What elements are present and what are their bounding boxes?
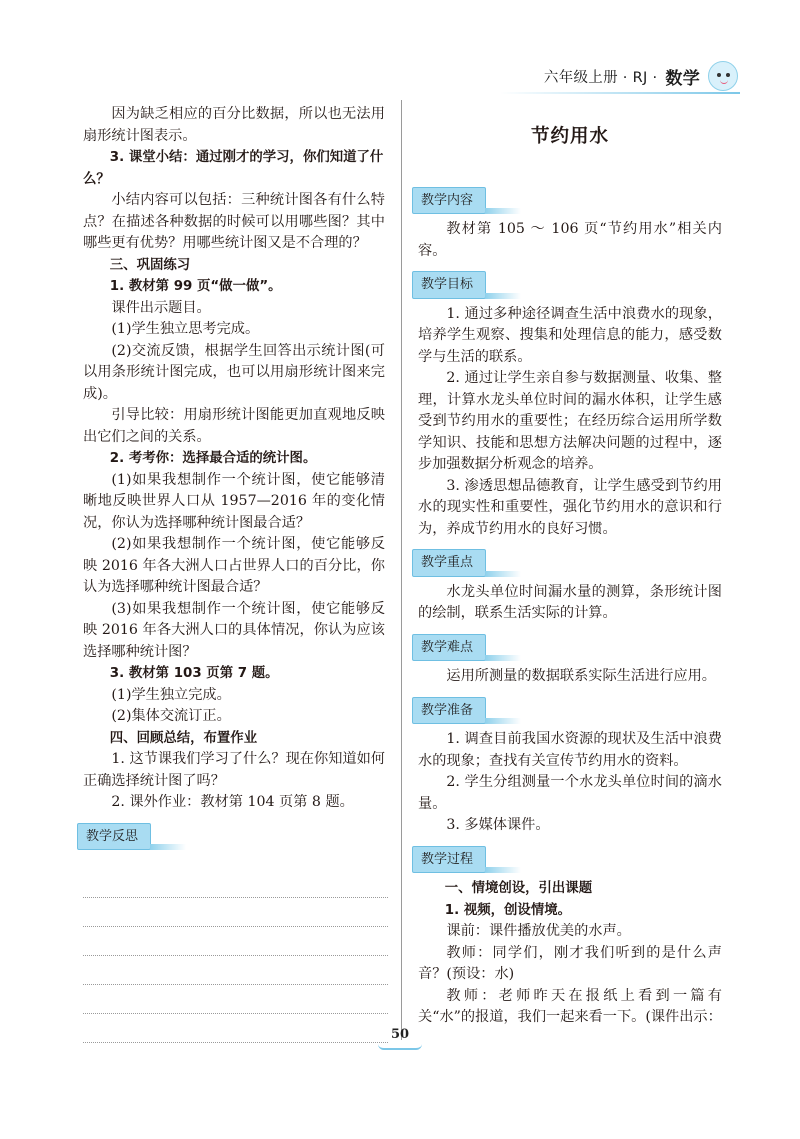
paragraph: 教师：同学们，刚才我们听到的是什么声音？(预设：水) <box>418 944 722 982</box>
paragraph: 3. 多媒体课件。 <box>446 817 550 833</box>
paragraph: (1)学生独立思考完成。 <box>111 321 260 337</box>
tag-difficulties: 教学难点 <box>412 634 486 662</box>
page-number-swoosh <box>378 1044 422 1050</box>
paragraph: 水龙头单位时间漏水量的测算，条形统计图的绘制，联系生活实际的计算。 <box>418 583 722 621</box>
paragraph: 2. 学生分组测量一个水龙头单位时间的滴水量。 <box>418 774 722 812</box>
running-header <box>544 60 738 92</box>
header-grade: 六年级上册 · RJ · <box>543 69 658 86</box>
paragraph: (3)如果我想制作一个统计图，使它能够反映 2016 年各大洲人口的具体情况，你认为应该选择哪种统计图？ <box>83 600 385 660</box>
paragraph: 因为缺乏相应的百分比数据，所以也无法用扇形统计图表示。 <box>83 106 385 144</box>
paragraph: 引导比较：用扇形统计图能更加直观地反映出它们之间的关系。 <box>83 407 385 445</box>
header-rule <box>500 92 740 94</box>
paragraph: (1)如果我想制作一个统计图，使它能够清晰地反映世界人口从 1957—2016 年的变化情况，你认为选择哪种统计图最合适？ <box>83 471 385 531</box>
paragraph: 教材第 105 ～ 106 页“节约用水”相关内容。 <box>418 221 722 259</box>
tag-preparation: 教学准备 <box>412 697 486 725</box>
paragraph: 1. 通过多种途径调查生活中浪费水的现象，培养学生观察、搜集和处理信息的能力，感受数学与生活的联系。 <box>418 305 722 365</box>
tag-process: 教学过程 <box>412 846 486 874</box>
paragraph: 1. 这节课我们学习了什么？现在你知道如何正确选择统计图了吗？ <box>83 751 385 789</box>
tag-reflection: 教学反思 <box>77 823 151 851</box>
step-heading: 1. 视频，创设情境。 <box>444 902 571 918</box>
right-column <box>418 104 722 1029</box>
paragraph: 课件出示题目。 <box>111 299 211 316</box>
exercise-heading: 3. 教材第 103 页第 7 题。 <box>109 666 279 681</box>
page-number: 50 <box>390 1027 410 1042</box>
exercise-heading: 2. 考考你：选择最合适的统计图。 <box>109 451 317 466</box>
column-divider <box>401 100 402 1040</box>
paragraph: 小结内容可以包括：三种统计图各有什么特点？在描述各种数据的时候可以用哪些图？其中哪些更有优势？用哪些统计图又是不合理的？ <box>83 192 385 251</box>
dotted-line <box>83 869 388 898</box>
tag-content: 教学内容 <box>412 187 486 215</box>
left-column <box>83 104 385 1043</box>
exercise-heading: 1. 教材第 99 页“做一做”。 <box>109 279 282 294</box>
tag-key-points: 教学重点 <box>412 549 486 577</box>
section-subheading: 3. 课堂小结：通过刚才的学习，你们知道了什么？ <box>83 150 384 187</box>
paragraph: 1. 调查目前我国水资源的现状及生活中浪费水的现象；查找有关宣传节约用水的资料。 <box>418 731 722 769</box>
section-heading: 一、情境创设，引出课题 <box>444 881 593 896</box>
paragraph: 2. 通过让学生亲自参与数据测量、收集、整理，计算水龙头单位时间的漏水体积，让学生感受到节约用水的重要性；在经历综合运用所学数学知识、技能和思想方法解决问题的过程中，逐步加强数据分析观念的培养。 <box>418 370 722 472</box>
header-subject: 数学 <box>665 68 700 89</box>
paragraph: (2)如果我想制作一个统计图，使它能够反映 2016 年各大洲人口占世界人口的百分比，你认为选择哪种统计图最合适？ <box>83 536 385 595</box>
section-heading: 四、回顾总结，布置作业 <box>109 730 258 746</box>
paragraph: 运用所测量的数据联系实际生活进行应用。 <box>446 668 716 684</box>
paragraph: 教师：老师昨天在报纸上看到一篇有关“水”的报道，我们一起来看一下。(课件出示： <box>418 987 722 1025</box>
paragraph: (2)交流反馈，根据学生回答出示统计图(可以用条形统计图完成，也可以用扇形统计图来完成)。 <box>83 342 385 402</box>
tag-goals: 教学目标 <box>412 271 486 299</box>
paragraph: (2)集体交流订正。 <box>111 708 231 724</box>
paragraph: 课前：课件播放优美的水声。 <box>446 923 631 939</box>
mascot-icon <box>708 61 738 91</box>
paragraph: 2. 课外作业：教材第 104 页第 8 题。 <box>111 794 354 810</box>
lesson-title: 节约用水 <box>530 126 609 147</box>
section-heading: 三、巩固练习 <box>109 257 191 273</box>
dotted-line <box>83 927 388 956</box>
dotted-line <box>83 985 388 1014</box>
reflection-lines <box>83 869 385 1043</box>
dotted-line <box>83 956 388 985</box>
paragraph: 3. 渗透思想品德教育，让学生感受到节约用水的现实性和重要性，强化节约用水的意识和行为，养成节约用水的良好习惯。 <box>418 477 722 537</box>
dotted-line <box>83 898 388 927</box>
paragraph: (1)学生独立完成。 <box>111 686 231 703</box>
